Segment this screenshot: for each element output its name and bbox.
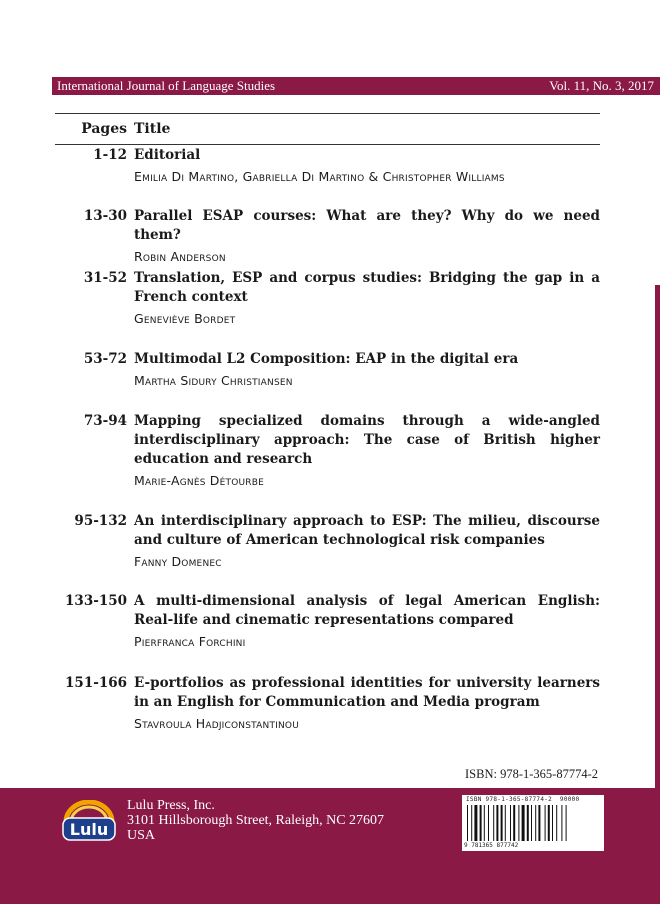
barcode-bar (501, 805, 503, 841)
entry-pages: 13-30 (83, 208, 127, 224)
entry-author: Fanny Domenec (134, 554, 222, 569)
barcode-bar (556, 805, 557, 841)
side-accent-stripe (655, 285, 660, 790)
publisher-block (127, 798, 384, 843)
pages-column-header: Pages (81, 121, 127, 137)
toc-entry (55, 350, 600, 390)
entry-title: E-portfolios as professional identities for university learners in an English for Communication and Media program (134, 675, 600, 710)
entry-author: Martha Sidury Christiansen (134, 373, 293, 388)
entry-pages: 31-52 (83, 270, 127, 286)
barcode-bar (474, 805, 477, 841)
toc-header-rule (55, 144, 600, 145)
entry-title: Multimodal L2 Composition: EAP in the digital era (134, 351, 519, 367)
entry-pages: 53-72 (83, 351, 127, 367)
entry-title: Editorial (134, 147, 201, 163)
barcode-bar (527, 805, 529, 841)
barcode-bar (496, 805, 498, 841)
isbn-barcode (462, 795, 604, 851)
barcode-bar (505, 805, 506, 841)
entry-author: Emilia Di Martino, Gabriella Di Martino & Christopher Williams (134, 169, 505, 184)
toc-entry (55, 592, 600, 651)
logo-text: Lulu (69, 820, 109, 839)
entry-pages: 151-166 (65, 675, 127, 691)
barcode-top-text: ISBN 978-1-365-87774-2 90000 (466, 796, 580, 803)
entry-author: Pierfranca Forchini (134, 634, 246, 649)
publisher-address: 3101 Hillsborough Street, Raleigh, NC 27607 (127, 813, 385, 828)
entry-author: Geneviève Bordet (134, 311, 236, 326)
barcode-bar (522, 805, 525, 841)
publisher-name: Lulu Press, Inc. (127, 798, 215, 813)
barcode-bar (467, 805, 468, 841)
barcode-bar (531, 805, 532, 841)
entry-author: Stavroula Hadjiconstantinou (134, 716, 299, 731)
barcode-bar (566, 805, 567, 841)
barcode-bar (518, 805, 519, 841)
barcode-bar (513, 805, 515, 841)
entry-title: A multi-dimensional analysis of legal American English: Real-life and cinematic representations compared (134, 593, 600, 628)
toc-entry (55, 269, 600, 328)
barcode-bar (545, 805, 546, 841)
toc-header-row (55, 114, 600, 144)
barcode-bar (548, 805, 550, 841)
barcode-bar (538, 805, 540, 841)
entry-pages: 73-94 (83, 413, 127, 429)
barcode-bar (493, 805, 494, 841)
journal-header-bar (52, 77, 660, 95)
barcode-bar (488, 805, 489, 841)
barcode-bar (552, 805, 553, 841)
toc-entry (55, 412, 600, 490)
toc-entry (55, 674, 600, 733)
barcode-bar (535, 805, 536, 841)
entry-pages: 133-150 (65, 593, 127, 609)
entry-title: An interdisciplinary approach to ESP: The milieu, discourse and culture of American technological risk companies (134, 513, 600, 548)
entry-author: Robin Anderson (134, 249, 226, 264)
journal-title: International Journal of Language Studies (57, 78, 276, 93)
entry-title: Translation, ESP and corpus studies: Bridging the gap in a French context (134, 270, 600, 305)
toc-entry (55, 512, 600, 571)
entry-author: Marie-Agnès Détourbe (134, 473, 264, 488)
toc-entry (55, 207, 600, 266)
journal-volume: Vol. 11, No. 3, 2017 (549, 78, 654, 93)
barcode-bar (471, 805, 472, 841)
barcode-bar (510, 805, 511, 841)
lulu-logo-icon (60, 800, 118, 842)
barcode-number: 9 781365 877742 (464, 842, 519, 849)
barcode-bar (484, 805, 485, 841)
barcode-bar (480, 805, 482, 841)
entry-title: Mapping specialized domains through a wide-angled interdisciplinary approach: The case of British higher education and research (134, 413, 600, 467)
barcode-bar (561, 805, 562, 841)
table-of-contents (55, 113, 600, 145)
isbn-text: ISBN: 978-1-365-87774-2 (465, 767, 598, 781)
publisher-country: USA (127, 828, 156, 843)
title-column-header: Title (134, 121, 171, 137)
toc-entry (55, 146, 600, 186)
entry-title: Parallel ESAP courses: What are they? Why do we need them? (134, 208, 600, 243)
entry-pages: 1-12 (93, 147, 127, 163)
entry-pages: 95-132 (74, 513, 127, 529)
